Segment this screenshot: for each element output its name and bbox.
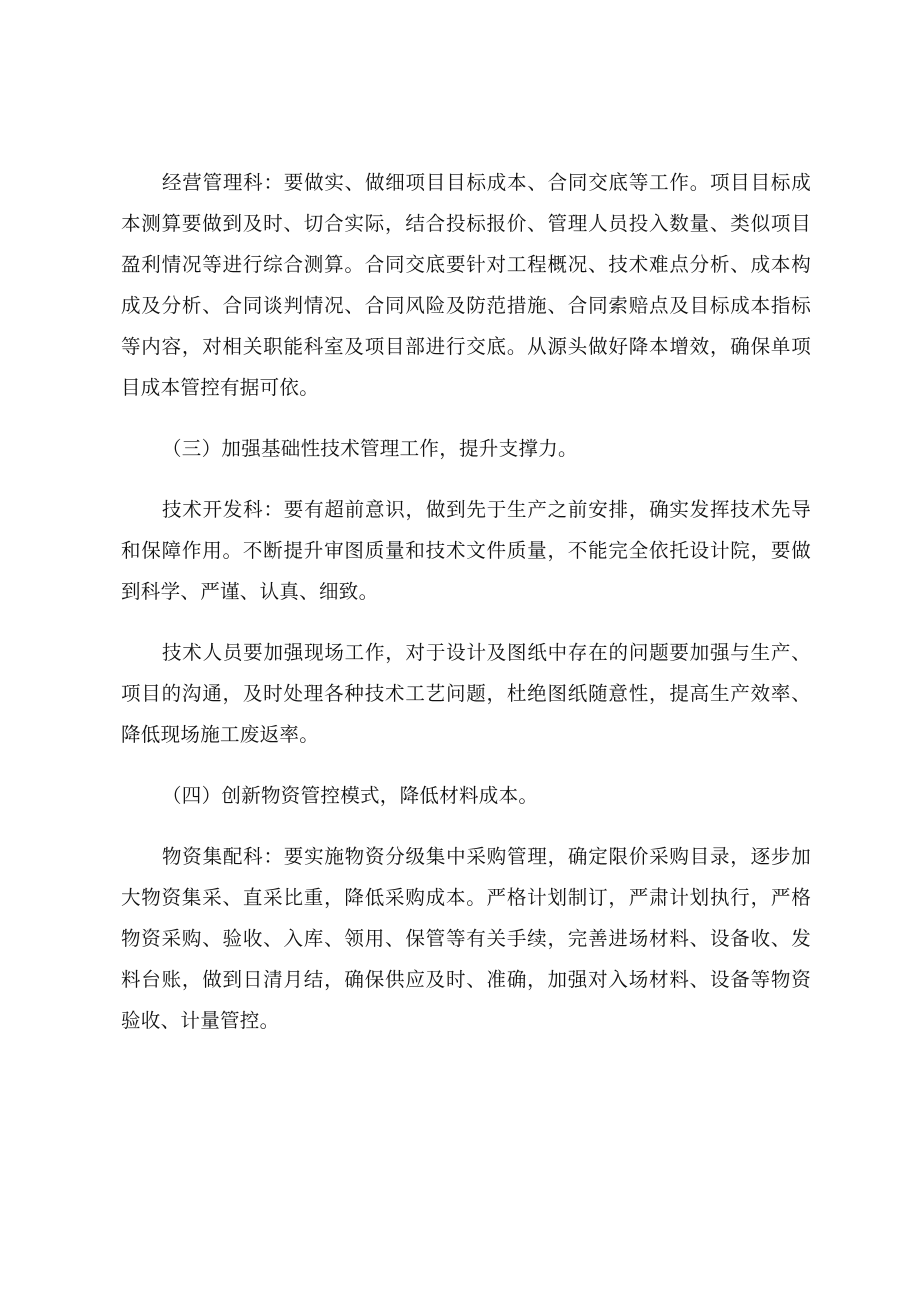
section-heading-3: （三）加强基础性技术管理工作，提升支撑力。 <box>162 437 578 460</box>
document-body <box>121 162 811 1041</box>
paragraph-technical-development: 技术开发科：要有超前意识，做到先于生产之前安排，确实发挥技术先导和保障作用。不断提升审图质量和技术文件质量，不能完全依托设计院，要做到科学、严谨、认真、细致。 <box>121 498 811 603</box>
paragraph-operations-management: 经营管理科：要做实、做细项目目标成本、合同交底等工作。项目目标成本测算要做到及时、切合实际，结合投标报价、管理人员投入数量、类似项目盈利情况等进行综合测算。合同交底要针对工程概况、技术难点分析、成本构成及分析、合同谈判情况、合同风险及防范措施、合同索赔点及目标成本指标等内容，对相关职能科室及项目部进行交底。从源头做好降本增效，确保单项目成本管控有据可依。 <box>121 171 811 399</box>
paragraph-materials-distribution: 物资集配科：要实施物资分级集中采购管理，确定限价采购目录，逐步加大物资集采、直采比重，降低采购成本。严格计划制订，严肃计划执行，严格物资采购、验收、入库、领用、保管等有关手续，完善进场材料、设备收、发料台账，做到日清月结，确保供应及时、准确，加强对入场材料、设备等物资验收、计量管控。 <box>121 845 811 1032</box>
section-heading-4: （四）创新物资管控模式，降低材料成本。 <box>162 784 539 807</box>
paragraph-technical-staff: 技术人员要加强现场工作，对于设计及图纸中存在的问题要加强与生产、项目的沟通，及时处理各种技术工艺问题，杜绝图纸随意性，提高生产效率、降低现场施工废返率。 <box>121 641 811 746</box>
